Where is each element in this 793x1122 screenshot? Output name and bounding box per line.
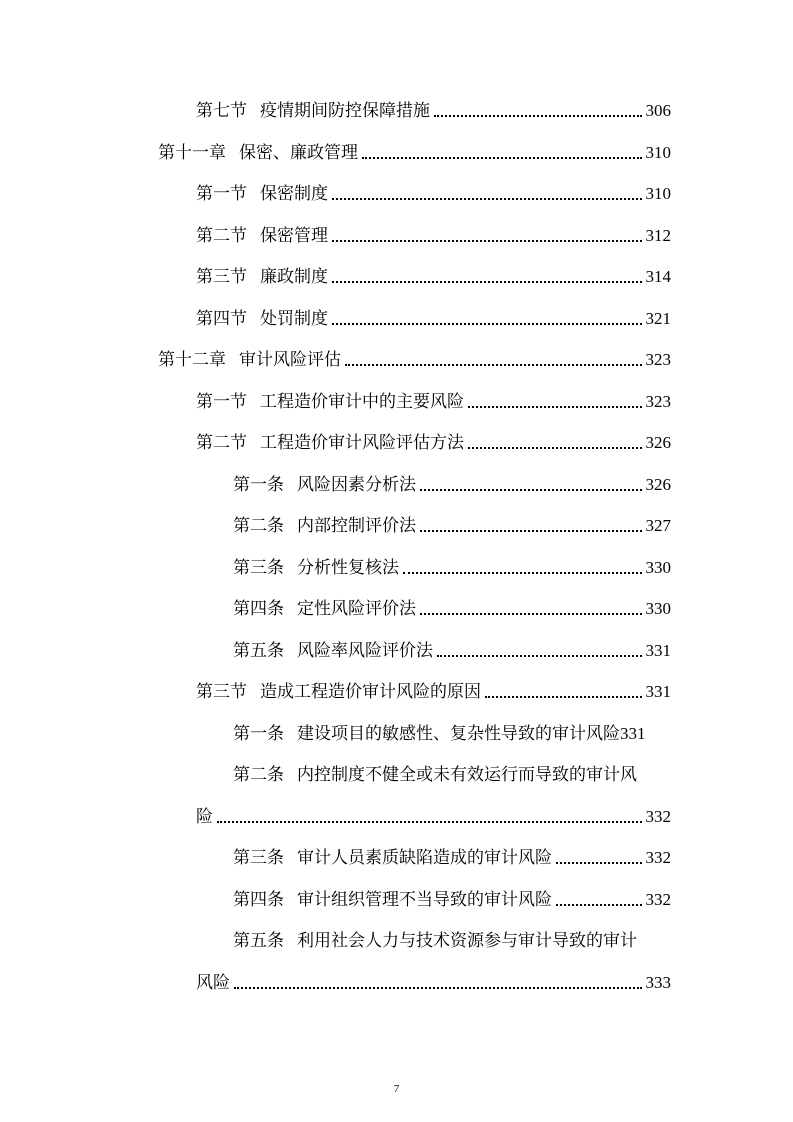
toc-entry — [0, 511, 671, 537]
toc-entry-number: 第一条 — [233, 475, 284, 495]
toc-entry-page: 321 — [645, 309, 671, 328]
toc-entry-continuation — [0, 968, 671, 994]
toc-entry-page: 310 — [645, 184, 671, 203]
toc-entry-title: 保密、廉政管理 — [239, 143, 358, 163]
toc-entry-page: 331 — [620, 724, 646, 743]
toc-entry-title-continued: 风险 — [196, 973, 230, 993]
toc-entry-page: 312 — [645, 226, 671, 245]
toc-entry-title: 保密管理 — [260, 226, 328, 246]
leader-dots — [434, 115, 642, 117]
toc-entry-page: 306 — [645, 101, 671, 120]
toc-entry — [0, 636, 671, 662]
page-number: 7 — [393, 1083, 400, 1095]
toc-entry-page: 327 — [645, 516, 671, 535]
toc-entry-page: 326 — [645, 433, 671, 452]
toc-entry — [0, 553, 671, 579]
toc-entry-page: 330 — [645, 599, 671, 618]
toc-entry-title: 定性风险评价法 — [297, 599, 416, 619]
leader-dots — [420, 489, 642, 491]
toc-entry — [0, 428, 671, 454]
toc-entry-page: 333 — [645, 973, 671, 992]
toc-entry-title: 审计风险评估 — [239, 350, 341, 370]
toc-entry-number: 第五条 — [233, 931, 284, 951]
toc-entry-first-line — [233, 760, 637, 786]
toc-entry-title: 工程造价审计中的主要风险 — [260, 392, 464, 412]
toc-entry — [0, 470, 671, 496]
toc-entry-title: 利用社会人力与技术资源参与审计导致的审计 — [297, 931, 637, 951]
toc-entry-title: 建设项目的敏感性、复杂性导致的审计风险 — [297, 724, 620, 744]
toc-entry-number: 第二条 — [233, 516, 284, 536]
leader-dots — [345, 364, 642, 366]
toc-entry-title: 处罚制度 — [260, 309, 328, 329]
leader-dots — [420, 613, 642, 615]
toc-entry — [0, 304, 671, 330]
toc-entry — [0, 179, 671, 205]
toc-entry-title: 分析性复核法 — [297, 558, 399, 578]
toc-entry-number: 第三条 — [233, 848, 284, 868]
leader-dots — [332, 240, 642, 242]
toc-entry-page: 310 — [645, 143, 671, 162]
leader-dots — [556, 862, 642, 864]
toc-entry-number: 第四节 — [196, 309, 247, 329]
toc-entry-page: 326 — [645, 475, 671, 494]
toc-entry-page: 332 — [645, 890, 671, 909]
toc-entry-number: 第三节 — [196, 682, 247, 702]
toc-entry-title: 风险率风险评价法 — [297, 641, 433, 661]
toc-entry — [0, 594, 671, 620]
toc-entry-continuation — [0, 802, 671, 828]
toc-entry-number: 第二条 — [233, 765, 284, 785]
toc-entry-page: 314 — [645, 267, 671, 286]
leader-dots — [437, 655, 642, 657]
toc-entry-title: 保密制度 — [260, 184, 328, 204]
toc-entry-number: 第四条 — [233, 599, 284, 619]
toc-entry-title-continued: 险 — [196, 807, 213, 827]
toc-entry-title: 内控制度不健全或未有效运行而导致的审计风 — [297, 765, 637, 785]
toc-entry — [0, 262, 671, 288]
toc-entry-page: 331 — [645, 682, 671, 701]
toc-entry — [0, 677, 671, 703]
leader-dots — [420, 530, 642, 532]
toc-entry-number: 第五条 — [233, 641, 284, 661]
toc-entry-page: 332 — [645, 807, 671, 826]
toc-entry-number: 第七节 — [196, 101, 247, 121]
toc-entry — [0, 719, 671, 745]
leader-dots — [362, 157, 642, 159]
toc-entry-title: 工程造价审计风险评估方法 — [260, 433, 464, 453]
toc-entry — [0, 387, 671, 413]
toc-entry-page: 331 — [645, 641, 671, 660]
leader-dots — [332, 198, 642, 200]
toc-entry — [0, 221, 671, 247]
toc-entry-title: 造成工程造价审计风险的原因 — [260, 682, 481, 702]
toc-entry-first-line — [233, 926, 637, 952]
leader-dots — [468, 406, 642, 408]
toc-entry-number: 第一节 — [196, 184, 247, 204]
toc-entry — [0, 843, 671, 869]
leader-dots — [556, 904, 642, 906]
toc-entry-number: 第二节 — [196, 226, 247, 246]
toc-entry-title: 廉政制度 — [260, 267, 328, 287]
toc-entry-number: 第二节 — [196, 433, 247, 453]
toc-entry-title: 审计人员素质缺陷造成的审计风险 — [297, 848, 552, 868]
toc-entry-number: 第一节 — [196, 392, 247, 412]
toc-entry-number: 第一条 — [233, 724, 284, 744]
leader-dots — [468, 447, 642, 449]
leader-dots — [332, 281, 642, 283]
toc-entry-number: 第三节 — [196, 267, 247, 287]
toc-entry-number: 第十一章 — [158, 143, 226, 163]
toc-entry-number: 第三条 — [233, 558, 284, 578]
leader-dots — [485, 696, 642, 698]
toc-entry-number: 第四条 — [233, 890, 284, 910]
toc-entry-number: 第十二章 — [158, 350, 226, 370]
leader-dots — [234, 987, 642, 989]
toc-entry — [0, 96, 671, 122]
toc-entry-page: 323 — [645, 392, 671, 411]
toc-entry — [0, 138, 671, 164]
toc-entry-title: 审计组织管理不当导致的审计风险 — [297, 890, 552, 910]
leader-dots — [403, 572, 642, 574]
toc-entry — [0, 885, 671, 911]
toc-entry-title: 内部控制评价法 — [297, 516, 416, 536]
toc-entry-title: 风险因素分析法 — [297, 475, 416, 495]
toc-entry-title: 疫情期间防控保障措施 — [260, 101, 430, 121]
toc-entry-page: 323 — [645, 350, 671, 369]
leader-dots — [217, 821, 642, 823]
toc-entry — [0, 345, 671, 371]
toc-entry-page: 330 — [645, 558, 671, 577]
leader-dots — [332, 323, 642, 325]
toc-entry-page: 332 — [645, 848, 671, 867]
